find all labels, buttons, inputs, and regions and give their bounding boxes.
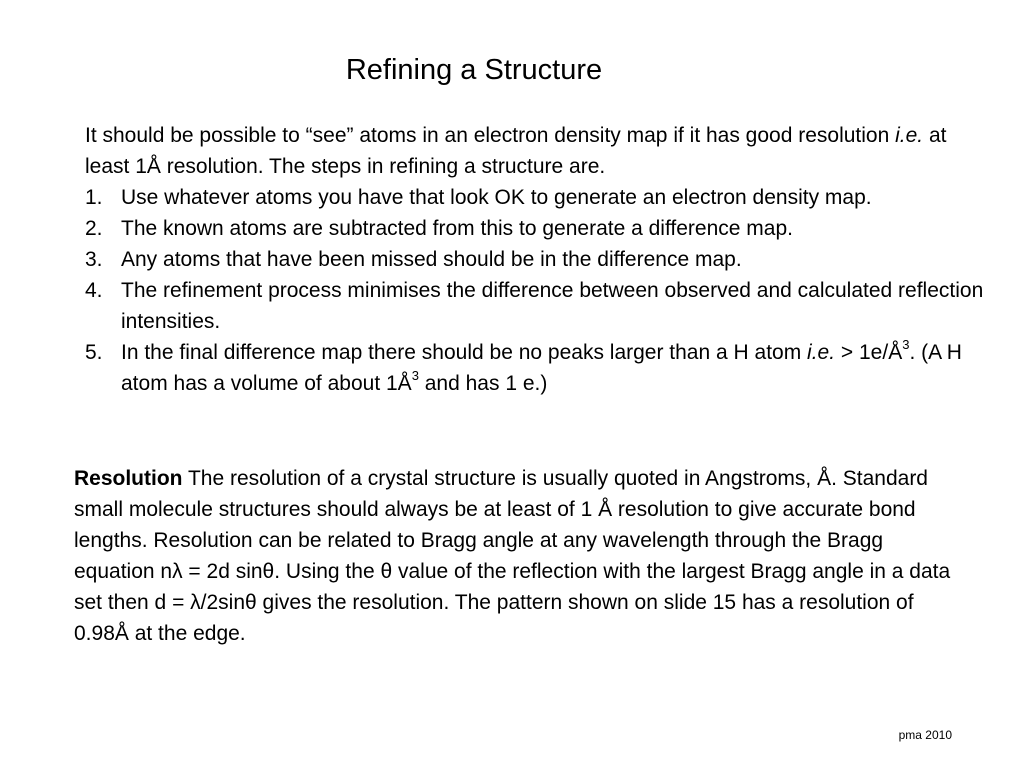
- step-number: 3.: [85, 248, 103, 271]
- resolution-paragraph: [74, 463, 954, 649]
- step-text-part: . (A H atom has a volume of about 1Å: [121, 341, 962, 395]
- step-number: 4.: [85, 279, 103, 302]
- slide-title: Refining a Structure: [345, 54, 603, 86]
- intro-ie: i.e.: [895, 124, 924, 147]
- footer-credit: pma 2010: [898, 728, 952, 742]
- step-number: 5.: [85, 341, 103, 364]
- steps-list: [85, 182, 985, 399]
- step-text-part: In the final difference map there should be no peaks larger than a H atom: [121, 341, 808, 364]
- intro-text-start: It should be possible to “see” atoms in an electron density map if it has good resolution: [85, 124, 896, 147]
- list-item: [85, 337, 985, 399]
- resolution-text: The resolution of a crystal structure is usually quoted in Angstroms, Å. Standard small molecule structures should always be at least of 1 Å resolution to give accurate bond lengths. Resolution can be related to Bragg angle at any wavelength through the Bragg equation nλ = 2d sinθ. Using the θ value of the reflection with the largest Bragg angle in a data set then d = λ/2sinθ gives the resolution. The pattern shown on slide 15 has a resolution of 0.98Å at the edge.: [74, 467, 951, 645]
- superscript: 3: [411, 368, 419, 383]
- step-text-part: and has 1 e.): [418, 372, 548, 395]
- step-text-part: > 1e/Å: [835, 341, 903, 364]
- superscript: 3: [902, 337, 910, 352]
- intro-block: [85, 120, 985, 399]
- intro-paragraph: [85, 120, 985, 182]
- resolution-heading: Resolution: [74, 467, 183, 490]
- list-item: [85, 213, 985, 244]
- list-item: [85, 275, 985, 337]
- step-text: Use whatever atoms you have that look OK to generate an electron density map.: [121, 186, 872, 209]
- step-number: 2.: [85, 217, 103, 240]
- step-text: [121, 337, 962, 395]
- step-number: 1.: [85, 186, 103, 209]
- step-ie: i.e.: [807, 341, 836, 364]
- step-text: The known atoms are subtracted from this to generate a difference map.: [121, 217, 793, 240]
- step-text: Any atoms that have been missed should be in the difference map.: [121, 248, 742, 271]
- step-text: The refinement process minimises the difference between observed and calculated reflection intensities.: [121, 279, 984, 333]
- list-item: [85, 244, 985, 275]
- intro-text-end: at least 1Å resolution. The steps in refining a structure are.: [85, 124, 947, 178]
- list-item: [85, 182, 985, 213]
